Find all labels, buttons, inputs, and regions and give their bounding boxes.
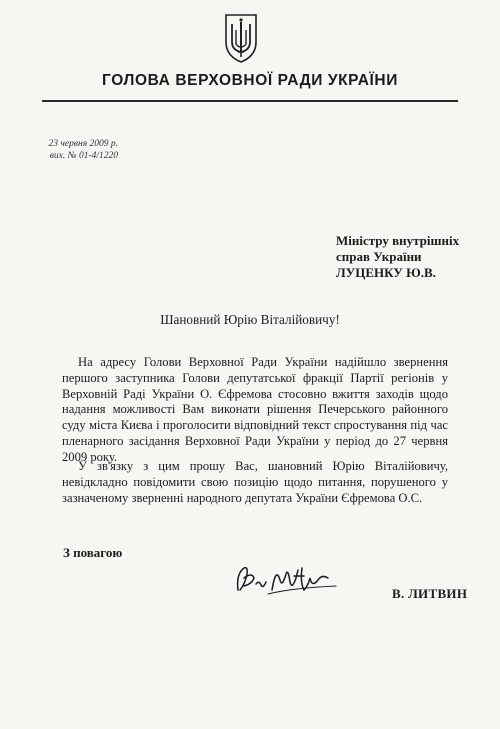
outgoing-number: вих. № 01-4/1220 xyxy=(49,151,118,161)
header-divider xyxy=(42,100,458,102)
recipient-line-1: Міністру внутрішніх xyxy=(336,233,460,248)
body-paragraph-2: У зв'язку з цим прошу Вас, шановний Юрію Віталійовичу, невідкладно повідомити свою позицію щодо питання, порушеного у зазначеному зверненні народного депутата України Єфремова О.С. xyxy=(62,459,448,505)
recipient-name: ЛУЦЕНКУ Ю.В. xyxy=(336,265,436,280)
letter-date: 23 червня 2009 р. xyxy=(48,139,118,149)
closing-regards: З повагою xyxy=(63,545,123,560)
salutation: Шановний Юрію Віталійовичу! xyxy=(160,312,340,327)
trident-coat-of-arms-icon xyxy=(223,12,259,64)
letter-meta xyxy=(38,138,118,162)
handwritten-signature-icon xyxy=(232,560,344,600)
recipient-block xyxy=(336,233,459,281)
recipient-line-2: справ України xyxy=(336,249,422,264)
page-title: ГОЛОВА ВЕРХОВНОЇ РАДИ УКРАЇНИ xyxy=(102,72,398,89)
signer-name: В. ЛИТВИН xyxy=(392,586,468,601)
body-paragraph-1: На адресу Голови Верховної Ради України надійшло звернення першого заступника Голови депутатської фракції Партії регіонів у Верховній Раді України О. Єфремова стосовно вжиття заходів щодо надання можливості Вам виконати рішення Печерського районного суду міста Києва і проголосити відповідний текст спростування під час пленарного засідання Верховної Ради України у період до 27 червня 2009 року. xyxy=(62,355,448,464)
